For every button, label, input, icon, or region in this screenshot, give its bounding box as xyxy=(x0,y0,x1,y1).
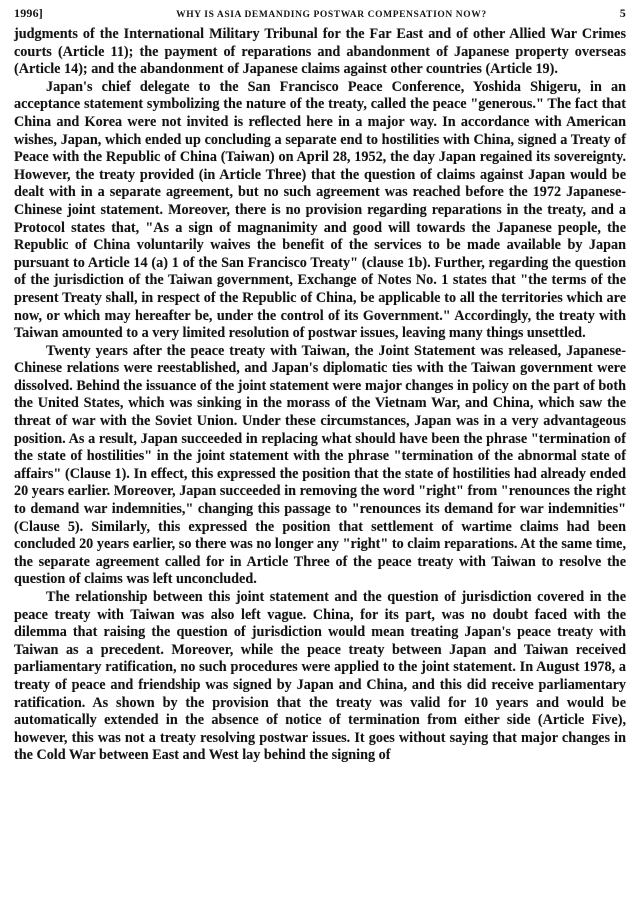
paragraph-continuation: judgments of the International Military Tribunal for the Far East and of other Allied War Crimes courts (Article 11); the payment of reparations and abandonment of Japanese property overseas (Article 14); and the abandonment of Japanese claims against other countries (Article 19). xyxy=(14,26,626,78)
paragraph-jurisdiction: The relationship between this joint statement and the question of jurisdiction covered in the peace treaty with Taiwan was also left vague. China, for its part, was no doubt faced with the dilemma that raising the question of jurisdiction would mean treating Japan's peace treaty with Taiwan as a precedent. Moreover, while the peace treaty between Japan and Taiwan received parliamentary ratification, no such procedures were applied to the joint statement. In August 1978, a treaty of peace and friendship was signed by Japan and China, and this did receive parliamentary ratification. As shown by the provision that the treaty was valid for 10 years and would be automatically extended in the absence of notice of termination from either side (Article Five), however, this was not a treaty resolving postwar issues. It goes without saying that major changes in the Cold War between East and West lay behind the signing of xyxy=(14,589,626,764)
running-title: WHY IS ASIA DEMANDING POSTWAR COMPENSATION NOW? xyxy=(176,10,487,20)
volume-year: 1996] xyxy=(14,6,43,20)
page-number: 5 xyxy=(619,6,626,20)
page-header xyxy=(14,6,626,26)
paragraph-peace-conference: Japan's chief delegate to the San Francisco Peace Conference, Yoshida Shigeru, in an acceptance statement symbolizing the nature of the treaty, called the peace "generous." The fact that China and Korea were not invited is reflected here in a major way. In accordance with American wishes, Japan, which ended up concluding a separate end to hostilities with China, signed a Treaty of Peace with the Republic of China (Taiwan) on April 28, 1952, the day Japan regained its sovereignty. However, the treaty provided (in Article Three) that the question of claims against Japan would be dealt with in a separate agreement, but no such agreement was reached before the 1972 Japanese-Chinese joint statement. Moreover, there is no provision regarding reparations in the treaty, and a Protocol states that, "As a sign of magnanimity and good will towards the Japanese people, the Republic of China voluntarily waives the benefit of the services to be made available by Japan pursuant to Article 14 (a) 1 of the San Francisco Treaty" (clause 1b). Further, regarding the question of the jurisdiction of the Taiwan government, Exchange of Notes No. 1 states that "the terms of the present Treaty shall, in respect of the Republic of China, be applicable to all the territories which are now, or which may hereafter be, under the control of its Government." Accordingly, the treaty with Taiwan amounted to a very limited resolution of postwar issues, leaving many things unsettled. xyxy=(14,78,626,342)
paragraph-joint-statement: Twenty years after the peace treaty with Taiwan, the Joint Statement was released, Japanese-Chinese relations were reestablished, and Japan's diplomatic ties with the Taiwan government were dissolved. Behind the issuance of the joint statement were major changes in policy on the part of both the United States, which was sinking in the morass of the Vietnam War, and China, which saw the threat of war with the Soviet Union. Under these circumstances, Japan was in a very advantageous position. As a result, Japan succeeded in replacing what should have been the phrase "termination of the state of hostilities" in the joint statement with the phrase "termination of the abnormal state of affairs" (Clause 1). In effect, this expressed the position that the state of hostilities had already ended 20 years earlier. Moreover, Japan succeeded in removing the word "right" from "renounces the right to demand war indemnities," changing this passage to "renounces its demand for war indemnities" (Clause 5). Similarly, this expressed the position that settlement of wartime claims had been concluded 20 years earlier, so there was no longer any "right" to claim reparations. At the same time, the separate agreement called for in Article Three of the peace treaty with Taiwan to resolve the question of claims was left unconcluded. xyxy=(14,342,626,588)
article-body xyxy=(14,26,626,765)
